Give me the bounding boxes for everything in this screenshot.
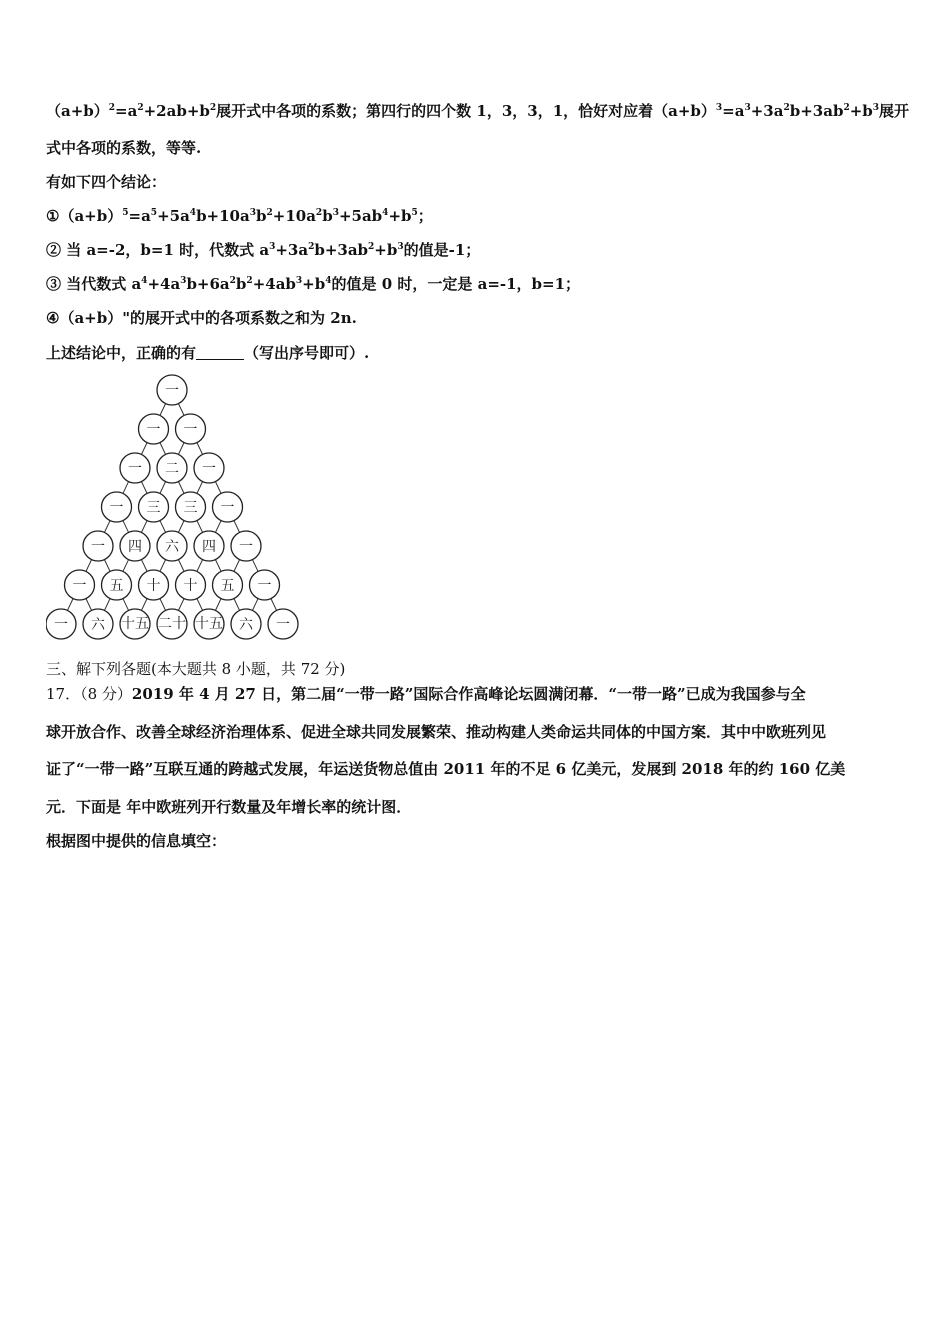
triangle-node bbox=[194, 531, 224, 561]
triangle-node-label: 一 bbox=[54, 617, 68, 633]
triangle-node bbox=[65, 570, 95, 600]
triangle-node bbox=[176, 414, 206, 444]
triangle-node bbox=[231, 609, 261, 639]
answer-blank[interactable] bbox=[196, 345, 244, 360]
conclusion-3: ③ 当代数式 $a^4+4a^3b+6a^2b^2+4ab^3+b^4$的值是 0 时，一定是 a=-1，b=1； bbox=[46, 275, 581, 293]
triangle-node bbox=[120, 531, 150, 561]
triangle-node-label: 十五 bbox=[195, 616, 223, 632]
triangle-node-label: 一 bbox=[91, 539, 105, 555]
triangle-node bbox=[231, 531, 261, 561]
triangle-node bbox=[139, 414, 169, 444]
binomial-paragraph-line-1: $(a+b)^2=a^2+2ab+b^2$展开式中各项的系数；第四行的四个数 1，3，3，1，恰好对应着$(a+b)^3=a^3+3a^2b+3ab^2+b^3$展开 bbox=[46, 102, 910, 120]
problem-17-line-2: 球开放合作、改善全球经济治理体系、促进全球共同发展繁荣、推动构建人类命运共同体的中国方案．其中中欧班列见 bbox=[46, 723, 827, 741]
triangle-node bbox=[194, 609, 224, 639]
triangle-node bbox=[139, 492, 169, 522]
triangle-node bbox=[83, 609, 113, 639]
triangle-node-label: 一 bbox=[109, 500, 124, 516]
triangle-node-label: 十五 bbox=[121, 616, 149, 632]
problem-17-line-5: 根据图中提供的信息填空： bbox=[46, 832, 227, 850]
problem-17-line-4: 元．下面是 年中欧班列开行数量及年增长率的统计图． bbox=[46, 798, 412, 816]
conclusion-1: $①(a+b)^5=a^5+5a^4b+10a^3b^2+10a^2b^3+5ab^4+b^5$； bbox=[46, 207, 433, 225]
triangle-node-label: 一 bbox=[128, 461, 142, 477]
triangle-node-label: 一 bbox=[239, 539, 253, 555]
triangle-node-label: 一 bbox=[276, 617, 290, 633]
triangle-node bbox=[176, 492, 206, 522]
triangle-node bbox=[83, 531, 113, 561]
triangle-node bbox=[213, 570, 243, 600]
problem-17-line-3: 证了“一带一路”互联互通的跨越式发展，年运送货物总值由 2011 年的不足 6 亿美元，发展到 2018 年的约 160 亿美 bbox=[46, 760, 846, 778]
triangle-node-label: 五 bbox=[220, 578, 235, 594]
triangle-node bbox=[102, 570, 132, 600]
triangle-node-label: 四 bbox=[128, 539, 142, 555]
triangle-node-label: 一 bbox=[146, 422, 161, 438]
triangle-node-label: 二 bbox=[165, 461, 179, 477]
triangle-node-label: 六 bbox=[165, 539, 179, 555]
triangle-node-label: 十 bbox=[146, 578, 161, 594]
conclusion-2: ② 当 a=-2，b=1 时，代数式 $a^3+3a^2b+3ab^2+b^3$的值是-1； bbox=[46, 241, 481, 259]
triangle-node-label: 一 bbox=[183, 422, 198, 438]
binomial-paragraph-line-2: 式中各项的系数，等等. bbox=[46, 139, 202, 157]
conclusions-intro: 有如下四个结论： bbox=[46, 173, 167, 191]
triangle-node-label: 二十 bbox=[158, 616, 186, 632]
triangle-node bbox=[46, 609, 76, 639]
triangle-node bbox=[157, 375, 187, 405]
yanghui-triangle-figure bbox=[46, 374, 306, 650]
triangle-node bbox=[250, 570, 280, 600]
triangle-node bbox=[120, 453, 150, 483]
triangle-node-label: 十 bbox=[183, 578, 198, 594]
triangle-node-label: 四 bbox=[202, 539, 216, 555]
triangle-node-label: 一 bbox=[72, 578, 87, 594]
section-heading: 三、解下列各题(本大题共 8 小题，共 72 分) bbox=[46, 660, 346, 678]
triangle-node-label: 一 bbox=[257, 578, 272, 594]
triangle-node bbox=[194, 453, 224, 483]
triangle-node-label: 六 bbox=[91, 617, 105, 633]
triangle-node bbox=[157, 453, 187, 483]
triangle-node bbox=[157, 609, 187, 639]
triangle-node-label: 一 bbox=[220, 500, 235, 516]
triangle-node-label: 五 bbox=[109, 578, 124, 594]
triangle-node bbox=[139, 570, 169, 600]
triangle-node bbox=[120, 609, 150, 639]
triangle-node bbox=[102, 492, 132, 522]
problem-17-line-1: 17．（8 分）2019 年 4 月 27 日，第二届“一带一路”国际合作高峰论坛圆满闭幕．“一带一路”已成为我国参与全 bbox=[46, 685, 806, 703]
triangle-node-label: 三 bbox=[146, 500, 161, 516]
triangle-node bbox=[157, 531, 187, 561]
question-fill-blank: 上述结论中，正确的有 （写出序号即可）. bbox=[46, 344, 370, 362]
conclusion-4: ④（a+b）"的展开式中的各项系数之和为 2n. bbox=[46, 309, 357, 327]
triangle-node-label: 一 bbox=[165, 383, 179, 399]
triangle-node bbox=[176, 570, 206, 600]
triangle-node-label: 三 bbox=[183, 500, 198, 516]
triangle-node bbox=[213, 492, 243, 522]
triangle-node-label: 六 bbox=[239, 617, 253, 633]
triangle-node-label: 一 bbox=[202, 461, 216, 477]
triangle-node bbox=[268, 609, 298, 639]
problem-number: 17．（8 分） bbox=[46, 685, 132, 703]
